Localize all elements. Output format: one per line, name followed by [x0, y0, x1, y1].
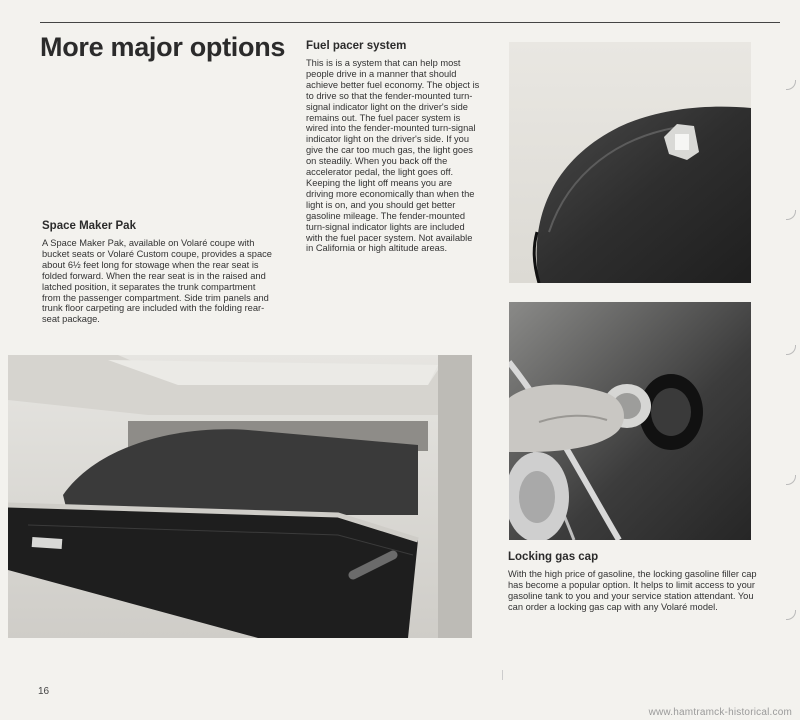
fuel-pacer-section: [306, 40, 482, 254]
fender-light-photo: [509, 42, 751, 283]
binder-hole: [786, 345, 796, 355]
watermark: www.hamtramck-historical.com: [648, 707, 792, 718]
space-maker-section: [42, 220, 272, 325]
fuel-pacer-text: This is is a system that can help most people drive in a manner that should achieve better fuel economy. The object is to drive so that the fender-mounted turn-signal indicator light on the driver's side remains out. The fuel pacer system is wired into the fender-mounted turn-signal indicator light on the driver's side. If you give the car too much gas, the light goes on steadily. When you back off the accelerator pedal, the light goes off. Keeping the light off means you are driving more economically than when the light is on, and you should get better gasoline mileage. The fender-mounted turn-signal indicator lights are included with the fuel pacer system. Not available in California or high altitude areas.: [306, 58, 480, 254]
page-number: 16: [38, 686, 50, 697]
page-title: More major options: [40, 32, 286, 62]
space-maker-text: A Space Maker Pak, available on Volaré coupe with bucket seats or Volaré Custom coupe, provides a space about 6½ feet long for stowage when the rear seat is folded forward. When the rear seat is in the raised and latched position, it separates the trunk compartment from the passenger compartment. Side trim panels and trunk floor carpeting are included with the folding rear-seat package.: [42, 238, 272, 325]
gas-cap-text: With the high price of gasoline, the locking gasoline filler cap has become a popular option. It helps to limit access to your gasoline tank to you and your service station attendant. You can order a locking gas cap with any Volaré model.: [508, 569, 757, 612]
top-rule: [40, 22, 780, 23]
fuel-pacer-heading: Fuel pacer system: [306, 40, 407, 52]
gas-cap-section: [508, 551, 758, 613]
stray-mark: [502, 670, 503, 680]
gas-cap-photo: [509, 302, 751, 540]
binder-hole: [786, 80, 796, 90]
binder-hole: [786, 610, 796, 620]
gas-cap-heading: Locking gas cap: [508, 551, 599, 563]
binder-hole: [786, 475, 796, 485]
space-maker-heading: Space Maker Pak: [42, 220, 136, 232]
binder-hole: [786, 210, 796, 220]
trunk-photo: [8, 355, 472, 638]
